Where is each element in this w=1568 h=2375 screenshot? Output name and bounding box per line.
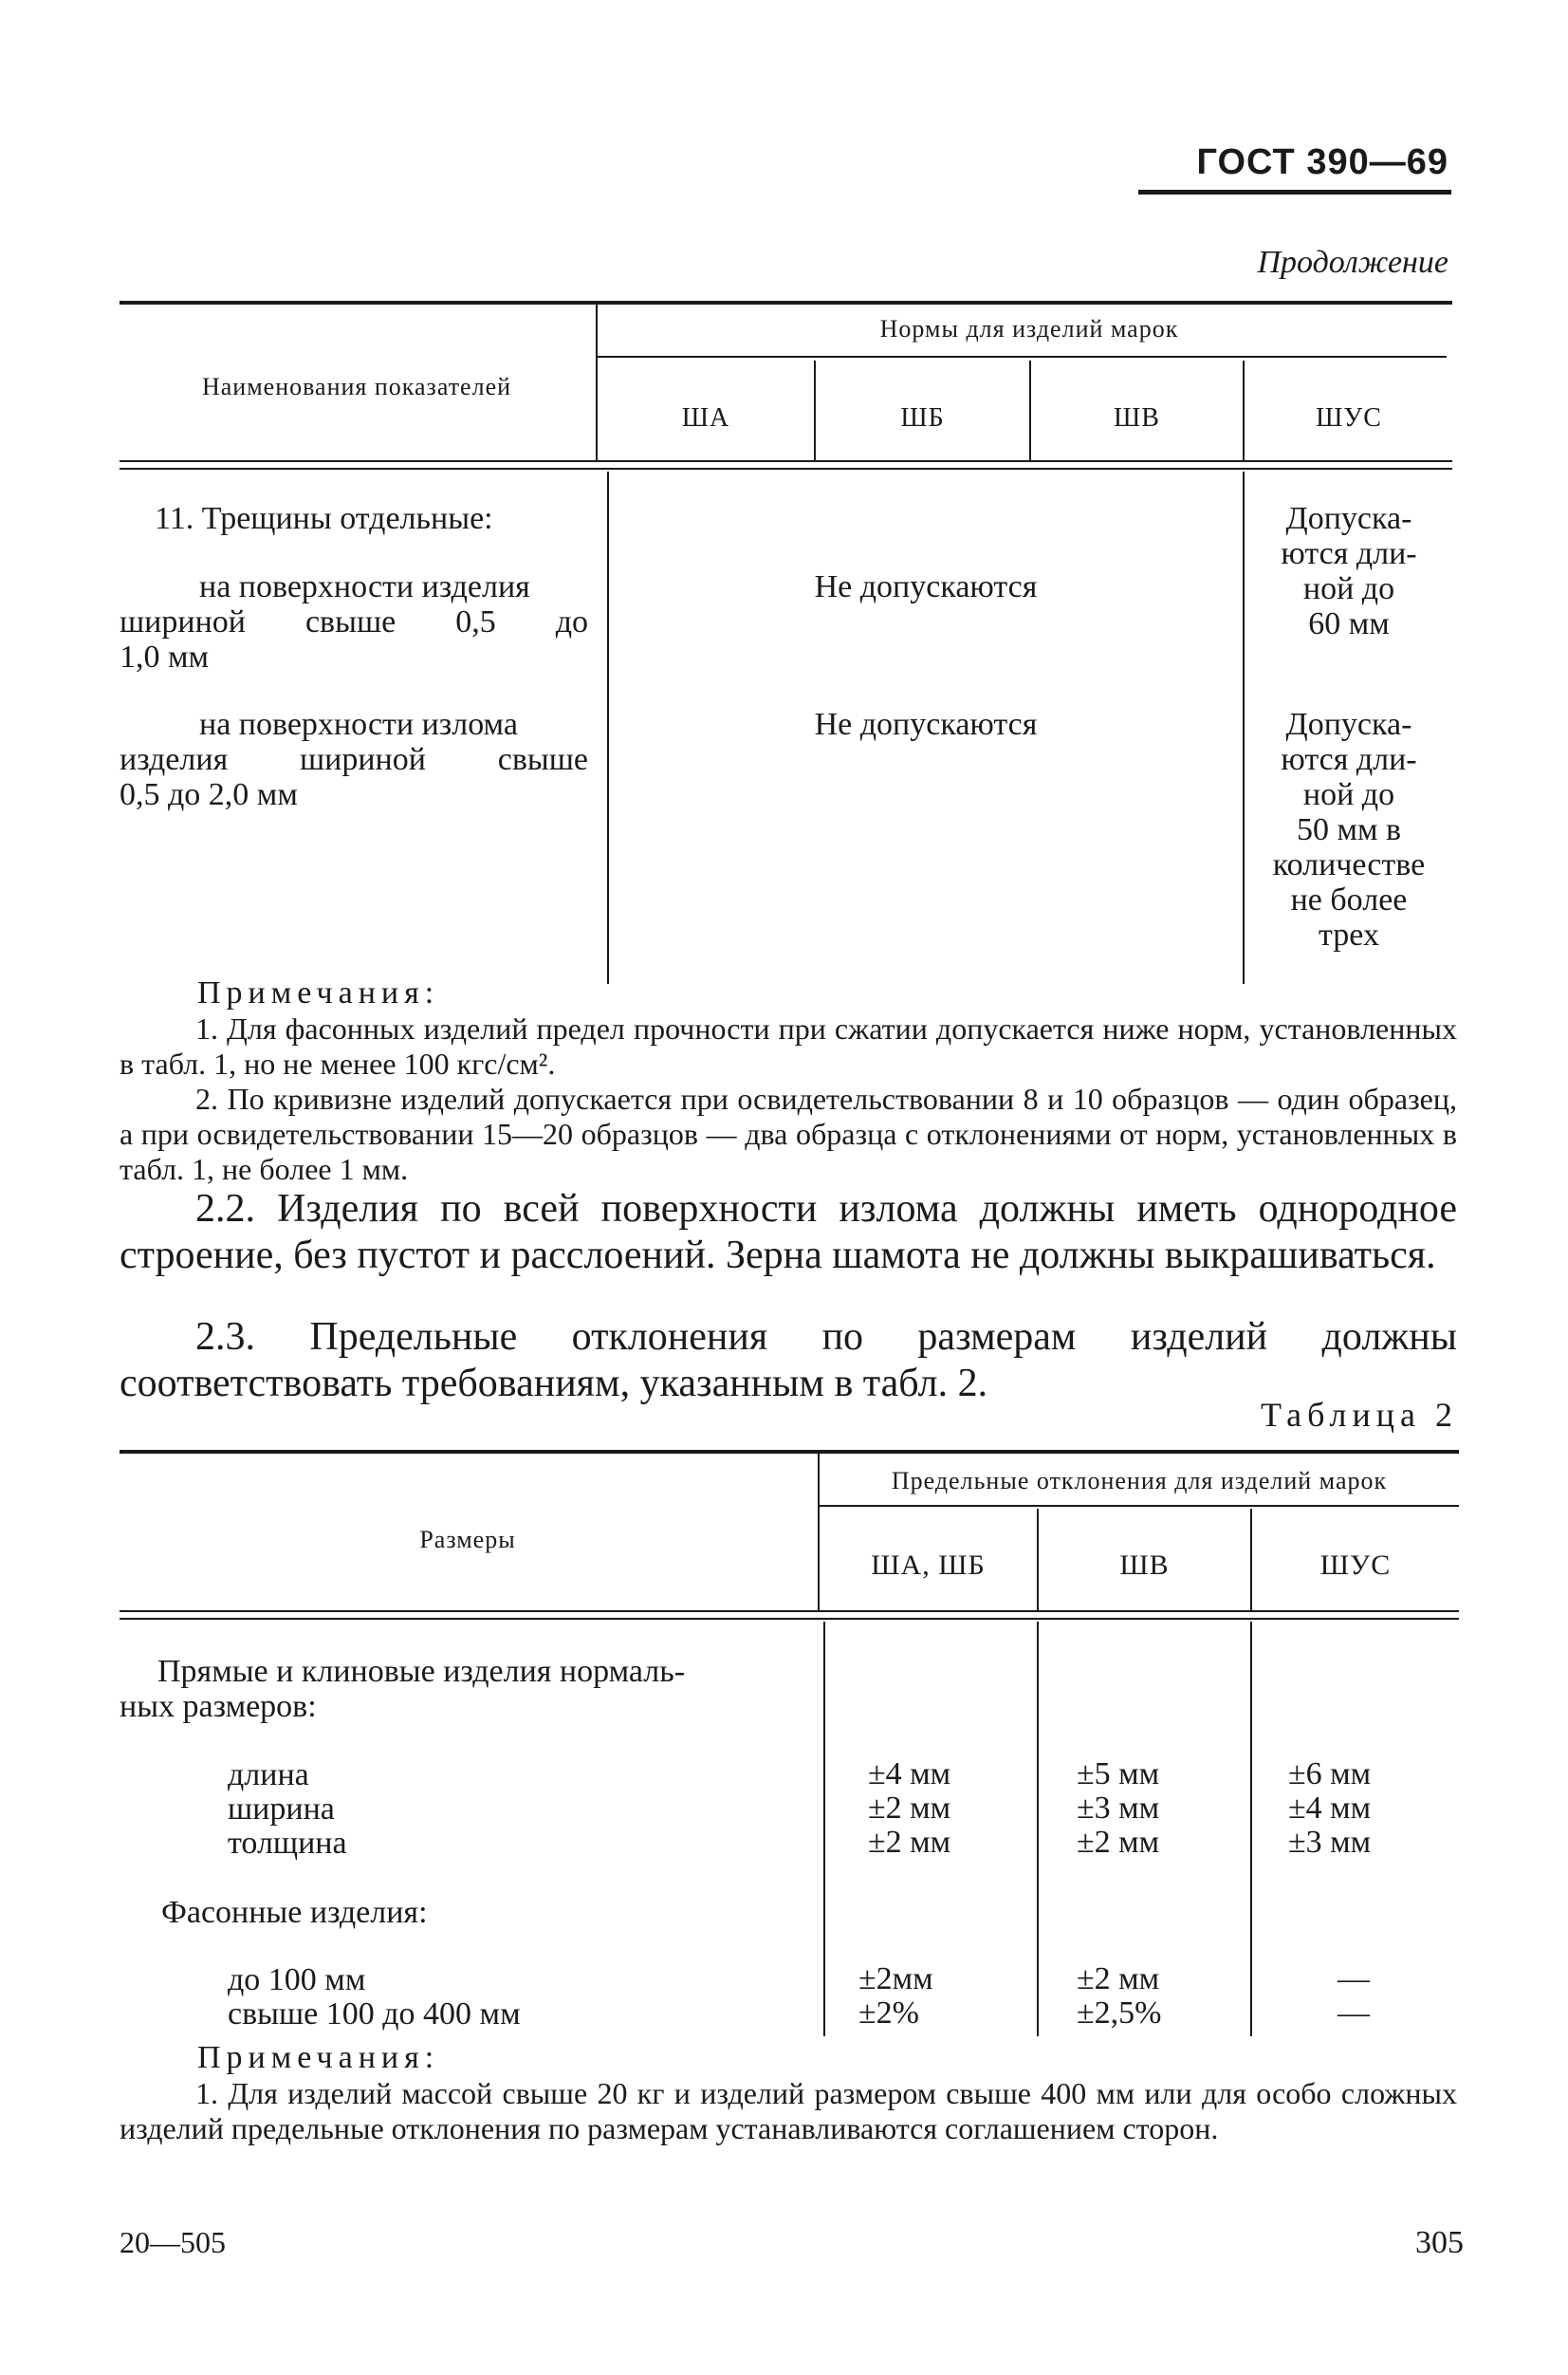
t2-length-shus: ±6 мм [1288, 1756, 1372, 1791]
table2-vline-name [818, 1454, 820, 1610]
t2-upto100-sha-shb: ±2мм [858, 1961, 933, 1996]
row1-shus-value: Допуска- ются дли- ной до 60 мм [1281, 501, 1417, 641]
row1-value: Не допускаются [814, 569, 1038, 604]
t2-row-thickness-label: толщина [228, 1826, 347, 1861]
table2-header-rule-b [120, 1618, 1459, 1620]
grade-header-shus: ШУС [1316, 403, 1382, 433]
table2-caption: Таблица 2 [1261, 1396, 1458, 1434]
table1-header-rule-b [120, 468, 1452, 470]
table1-item-title: 11. Трещины отдельные: [155, 501, 493, 536]
t2-grade-header-sha-shb: ША, ШБ [871, 1549, 986, 1581]
row2-label-line1: на поверхности излома [199, 707, 518, 742]
header-rule [1138, 190, 1451, 195]
t2-width-sha-shb: ±2 мм [868, 1791, 951, 1826]
table1-header-rule-a [120, 460, 1452, 462]
t2-thickness-sha-shb: ±2 мм [868, 1825, 951, 1860]
paragraph-2-3: 2.3. Предельные отклонения по размерам изделий должны соответствовать требованиям, указанным в табл. 2. [120, 1315, 1457, 1405]
table2-name-header: Размеры [419, 1526, 516, 1553]
t2-width-shv: ±3 мм [1077, 1791, 1160, 1826]
table2-body-vline-3 [1250, 1622, 1252, 2036]
notes2-title: Примечания: [197, 2040, 440, 2075]
notes2-item-1: 1. Для изделий массой свыше 20 кг и изделий размером свыше 400 мм или для особо сложных изделий предельные отклонения по размерам устанавливаются соглашением сторон. [120, 2076, 1457, 2145]
t2-grade-header-shv: ШВ [1119, 1549, 1170, 1581]
row1-label-line3: 1,0 мм [120, 640, 210, 675]
table2-group1-title-line2: ных размеров: [120, 1689, 317, 1724]
table1-vline-name [596, 305, 598, 460]
continuation-label: Продолжение [1257, 245, 1448, 280]
t2-row-upto100-label: до 100 мм [228, 1962, 366, 1997]
t2-upto100-shus: — [1337, 1961, 1370, 1996]
table1-name-header: Наименования показателей [201, 373, 512, 400]
notes1-title: Примечания: [197, 975, 440, 1011]
t2-upto100-shv: ±2 мм [1077, 1961, 1160, 1996]
grade-header-shb: ШБ [900, 403, 945, 433]
t2-length-shv: ±5 мм [1077, 1756, 1160, 1791]
notes1-item-1: 1. Для фасонных изделий предел прочности при сжатии допускается ниже норм, установленных в табл. 1, но не менее 100 кгс/см². [120, 1011, 1457, 1081]
t2-100-400-shv: ±2,5% [1077, 1995, 1162, 2031]
row2-value: Не допускаются [814, 707, 1038, 742]
row1-label-line2: шириной свыше 0,5 до [120, 604, 588, 640]
table2-header-rule-a [120, 1610, 1459, 1612]
t2-100-400-sha-shb: ±2% [858, 1995, 919, 2031]
table1-top-rule [120, 301, 1452, 305]
paragraph-2-2: 2.2. Изделия по всей поверхности излома должны иметь однородное строение, без пустот и расслоений. Зерна шамота не должны выкрашиваться. [120, 1187, 1457, 1277]
notes1-item-2: 2. По кривизне изделий допускается при освидетельствовании 8 и 10 образцов — один образец, а при освидетельствовании 15—20 образцов — два образца с отклонениями от норм, установленных в табл. 1, не более 1 мм. [120, 1082, 1457, 1186]
grade-header-sha: ША [681, 403, 730, 433]
table1-group-header: Нормы для изделий марок [879, 315, 1179, 343]
row2-label-line3: 0,5 до 2,0 мм [120, 777, 298, 812]
t2-thickness-shus: ±3 мм [1288, 1825, 1372, 1860]
t2-row-100-400-label: свыше 100 до 400 мм [228, 1996, 521, 2032]
footer-left-code: 20—505 [120, 2225, 226, 2259]
table2-group2-title: Фасонные изделия: [161, 1895, 428, 1930]
table1-subheader-rule [598, 356, 1447, 358]
t2-length-sha-shb: ±4 мм [868, 1756, 951, 1791]
row2-label-line2: изделия шириной свыше [120, 742, 588, 777]
table2-body-vline-2 [1037, 1622, 1039, 2036]
t2-width-shus: ±4 мм [1288, 1791, 1372, 1826]
document-code: ГОСТ 390—69 [1196, 142, 1448, 182]
table2-group1-title-line1: Прямые и клиновые изделия нормаль- [157, 1654, 686, 1689]
grade-header-shv: ШВ [1114, 403, 1160, 433]
table2-body-vline-1 [823, 1622, 825, 2036]
page-number: 305 [1415, 2225, 1464, 2260]
table2-group-header: Предельные отклонения для изделий марок [891, 1467, 1388, 1494]
table2-top-rule [120, 1450, 1459, 1454]
t2-row-width-label: ширина [228, 1791, 335, 1827]
t2-grade-header-shus: ШУС [1319, 1549, 1392, 1581]
t2-100-400-shus: — [1337, 1995, 1370, 2031]
row2-shus-value: Допуска- ются дли- ной до 50 мм в количестве не более трех [1272, 707, 1426, 953]
row1-label-line1: на поверхности изделия [199, 569, 530, 604]
t2-row-length-label: длина [228, 1757, 309, 1792]
table2-subheader-rule [820, 1505, 1459, 1507]
t2-thickness-shv: ±2 мм [1077, 1825, 1160, 1860]
